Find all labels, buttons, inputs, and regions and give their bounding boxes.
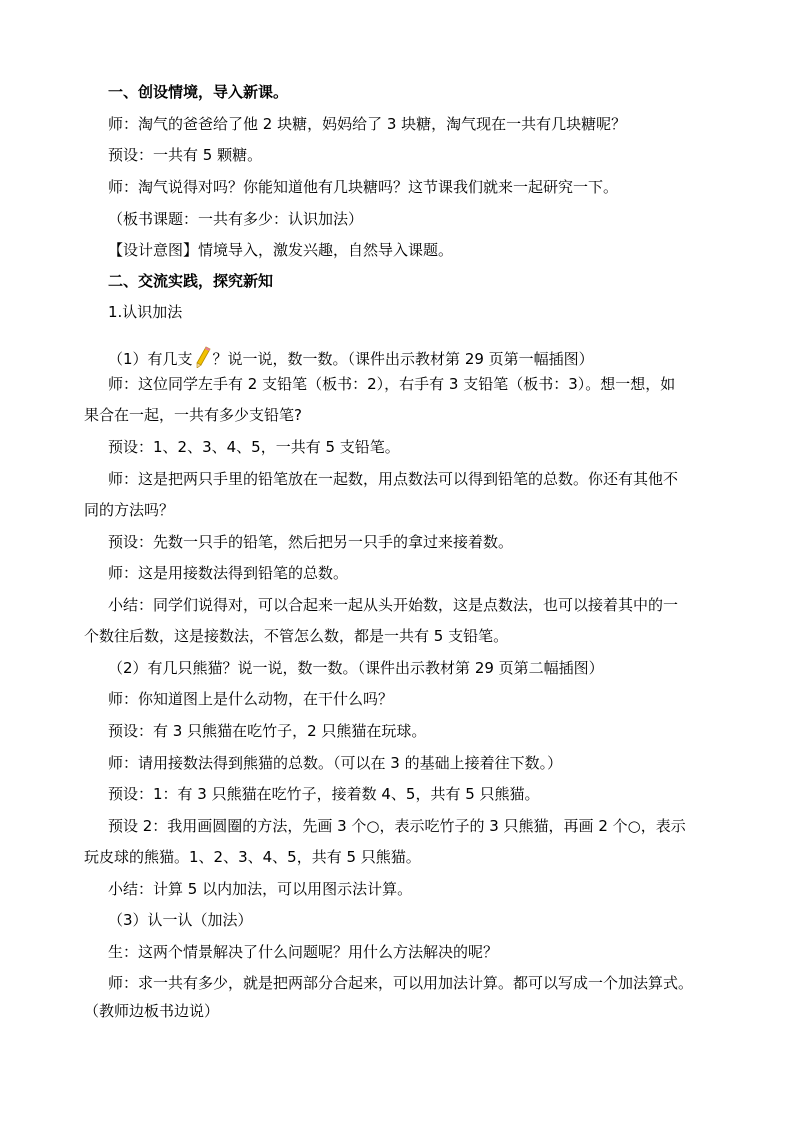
- summary: 小结：计算 5 以内加法，可以用图示法计算。: [108, 880, 413, 898]
- paragraph-continuation: 同的方法吗？: [84, 501, 175, 519]
- paragraph: 师：这是把两只手里的铅笔放在一起数，用点数法可以得到铅笔的总数。你还有其他不: [108, 470, 679, 488]
- paragraph-continuation: （教师边板书边说）: [84, 1002, 220, 1020]
- paragraph: 师：淘气说得对吗？你能知道他有几块糖吗？这节课我们就来一起研究一下。: [108, 178, 619, 196]
- question-1-before: （1）有几支: [108, 350, 193, 368]
- paragraph: 预设：1、2、3、4、5，一共有 5 支铅笔。: [108, 438, 400, 456]
- section-1-title: 一、创设情境，导入新课。: [108, 83, 289, 101]
- summary: 小结：同学们说得对，可以合起来一起从头开始数，这是点数法，也可以接着其中的一: [108, 596, 679, 614]
- paragraph: 预设：先数一只手的铅笔，然后把另一只手的拿过来接着数。: [108, 533, 514, 551]
- paragraph: 师：这位同学左手有 2 支铅笔（板书：2），右手有 3 支铅笔（板书：3）。想一想，如: [108, 375, 676, 393]
- paragraph: 生：这两个情景解决了什么问题呢？用什么方法解决的呢？: [108, 943, 499, 961]
- paragraph: 师：你知道图上是什么动物，在干什么吗？: [108, 690, 394, 708]
- paragraph-continuation: 玩皮球的熊猫。1、2、3、4、5，共有 5 只熊猫。: [84, 848, 421, 866]
- paragraph: 预设：1：有 3 只熊猫在吃竹子，接着数 4、5，共有 5 只熊猫。: [108, 785, 540, 803]
- question-2: （2）有几只熊猫？说一说，数一数。（课件出示教材第 29 页第二幅插图）: [108, 659, 604, 677]
- question-1: [108, 346, 594, 369]
- paragraph: 师：求一共有多少，就是把两部分合起来，可以用加法计算。都可以写成一个加法算式。: [108, 974, 694, 992]
- section-2-title: 二、交流实践，探究新知: [108, 272, 274, 290]
- paragraph-continuation: 个数往后数，这是接数法，不管怎么数，都是一共有 5 支铅笔。: [84, 627, 509, 645]
- paragraph: 师：淘气的爸爸给了他 2 块糖，妈妈给了 3 块糖，淘气现在一共有几块糖呢？: [108, 115, 627, 133]
- paragraph: 预设 2：我用画圆圈的方法，先画 3 个○，表示吃竹子的 3 只熊猫，再画 2 个○，表示: [108, 817, 686, 835]
- paragraph: 预设：一共有 5 颗糖。: [108, 146, 263, 164]
- pencil-icon: [195, 346, 211, 368]
- paragraph-continuation: 果合在一起，一共有多少支铅笔?: [84, 406, 302, 424]
- design-intent: 【设计意图】情境导入，激发兴趣，自然导入课题。: [108, 241, 454, 259]
- paragraph: 预设：有 3 只熊猫在吃竹子，2 只熊猫在玩球。: [108, 722, 427, 740]
- subsection-title: 1.认识加法: [108, 303, 183, 321]
- paragraph: 师：请用接数法得到熊猫的总数。（可以在 3 的基础上接着往下数。）: [108, 754, 563, 772]
- question-3: （3）认一认（加法）: [108, 911, 253, 929]
- question-1-after: ？说一说，数一数。（课件出示教材第 29 页第一幅插图）: [212, 350, 594, 368]
- paragraph: 师：这是用接数法得到铅笔的总数。: [108, 564, 349, 582]
- paragraph: （板书课题：一共有多少：认识加法）: [108, 210, 364, 228]
